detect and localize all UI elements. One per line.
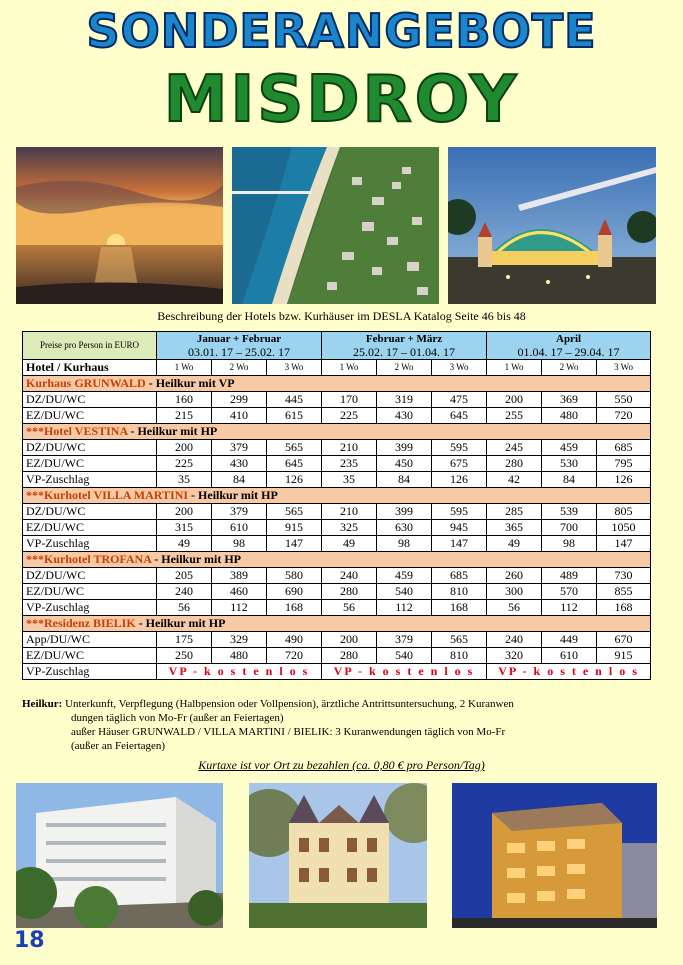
price-row bbox=[23, 568, 651, 584]
notes-line-3: außer Häuser GRUNWALD / VILLA MARTINI / BIELIK: 3 Kuranwendungen täglich von Mo-Fr bbox=[71, 726, 506, 738]
price-cell: 49 bbox=[322, 536, 377, 552]
notes-label: Heilkur: bbox=[22, 698, 63, 710]
price-cell: 235 bbox=[322, 456, 377, 472]
price-cell: 805 bbox=[597, 504, 651, 520]
price-cell: 449 bbox=[542, 632, 597, 648]
section-header-row bbox=[23, 616, 651, 632]
price-cell: 670 bbox=[597, 632, 651, 648]
cure-type: - Heilkur mit VP bbox=[145, 376, 235, 390]
weeks-header: 1 Wo bbox=[322, 360, 377, 376]
row-label: EZ/DU/WC bbox=[23, 648, 157, 664]
price-cell: 430 bbox=[212, 456, 267, 472]
price-cell: 225 bbox=[322, 408, 377, 424]
hotel-grunwald-photo bbox=[16, 783, 223, 928]
price-cell: 540 bbox=[377, 584, 432, 600]
price-cell: 42 bbox=[487, 472, 542, 488]
price-cell: 112 bbox=[212, 600, 267, 616]
row-label: DZ/DU/WC bbox=[23, 440, 157, 456]
price-cell: 595 bbox=[432, 504, 487, 520]
star-rating: *** bbox=[26, 616, 44, 630]
vp-free-note: VP - k o s t e n l o s bbox=[487, 664, 651, 680]
period-2-header bbox=[322, 332, 487, 360]
price-cell: 480 bbox=[212, 648, 267, 664]
row-label: VP-Zuschlag bbox=[23, 536, 157, 552]
cure-type: - Heilkur mit HP bbox=[188, 488, 278, 502]
hotel-name: Hotel VESTINA bbox=[44, 424, 128, 438]
price-cell: 280 bbox=[322, 584, 377, 600]
row-label: DZ/DU/WC bbox=[23, 392, 157, 408]
price-cell: 56 bbox=[157, 600, 212, 616]
price-cell: 84 bbox=[377, 472, 432, 488]
price-cell: 530 bbox=[542, 456, 597, 472]
price-cell: 379 bbox=[212, 440, 267, 456]
price-cell: 300 bbox=[487, 584, 542, 600]
price-body bbox=[23, 376, 651, 664]
price-cell: 56 bbox=[487, 600, 542, 616]
weeks-header: 1 Wo bbox=[157, 360, 212, 376]
price-cell: 480 bbox=[542, 408, 597, 424]
price-cell: 580 bbox=[267, 568, 322, 584]
period-3-dates: 01.04. 17 – 29.04. 17 bbox=[517, 345, 620, 359]
cure-type: - Heilkur mit HP bbox=[151, 552, 242, 566]
weeks-header: 3 Wo bbox=[597, 360, 651, 376]
price-cell: 1050 bbox=[597, 520, 651, 536]
weeks-header: 2 Wo bbox=[542, 360, 597, 376]
weeks-header: 2 Wo bbox=[377, 360, 432, 376]
price-cell: 810 bbox=[432, 648, 487, 664]
price-row bbox=[23, 536, 651, 552]
price-row bbox=[23, 472, 651, 488]
price-cell: 565 bbox=[267, 504, 322, 520]
price-cell: 540 bbox=[377, 648, 432, 664]
price-cell: 245 bbox=[487, 440, 542, 456]
price-note-cell: Preise pro Person in EURO bbox=[23, 332, 157, 360]
price-cell: 379 bbox=[377, 632, 432, 648]
price-cell: 430 bbox=[377, 408, 432, 424]
price-row bbox=[23, 440, 651, 456]
price-cell: 720 bbox=[597, 408, 651, 424]
period-2-dates: 25.02. 17 – 01.04. 17 bbox=[353, 345, 456, 359]
price-cell: 240 bbox=[487, 632, 542, 648]
price-cell: 240 bbox=[157, 584, 212, 600]
period-header-row bbox=[23, 332, 651, 360]
price-row bbox=[23, 520, 651, 536]
period-3-name: April bbox=[556, 333, 582, 345]
vp-free-row bbox=[23, 664, 651, 680]
price-cell: 610 bbox=[542, 648, 597, 664]
price-cell: 200 bbox=[322, 632, 377, 648]
price-cell: 685 bbox=[597, 440, 651, 456]
star-rating: *** bbox=[26, 424, 44, 438]
price-row bbox=[23, 456, 651, 472]
price-cell: 645 bbox=[432, 408, 487, 424]
section-title bbox=[23, 376, 651, 392]
price-cell: 675 bbox=[432, 456, 487, 472]
price-row bbox=[23, 632, 651, 648]
notes-line-4: (außer an Feiertagen) bbox=[71, 740, 166, 752]
price-cell: 915 bbox=[267, 520, 322, 536]
price-cell: 126 bbox=[597, 472, 651, 488]
price-row bbox=[23, 584, 651, 600]
row-label: VP-Zuschlag bbox=[23, 664, 157, 680]
pier-night-photo bbox=[448, 147, 656, 304]
price-cell: 550 bbox=[597, 392, 651, 408]
price-cell: 459 bbox=[377, 568, 432, 584]
notes-line-1: Unterkunft, Verpflegung (Halbpension oder Vollpension), ärztliche Antrittsuntersuchung, 2 Kuranwen bbox=[62, 698, 514, 710]
sunset-photo bbox=[16, 147, 223, 304]
price-cell: 570 bbox=[542, 584, 597, 600]
price-cell: 168 bbox=[432, 600, 487, 616]
heilkur-notes bbox=[22, 697, 662, 753]
price-cell: 126 bbox=[267, 472, 322, 488]
price-cell: 240 bbox=[322, 568, 377, 584]
star-rating: *** bbox=[26, 552, 44, 566]
section-header-row bbox=[23, 552, 651, 568]
price-cell: 610 bbox=[212, 520, 267, 536]
price-cell: 112 bbox=[542, 600, 597, 616]
row-label: App/DU/WC bbox=[23, 632, 157, 648]
price-cell: 56 bbox=[322, 600, 377, 616]
star-rating: *** bbox=[26, 488, 44, 502]
price-cell: 810 bbox=[432, 584, 487, 600]
price-cell: 170 bbox=[322, 392, 377, 408]
price-cell: 410 bbox=[212, 408, 267, 424]
price-cell: 450 bbox=[377, 456, 432, 472]
price-cell: 730 bbox=[597, 568, 651, 584]
vp-free-note: VP - k o s t e n l o s bbox=[322, 664, 487, 680]
price-cell: 319 bbox=[377, 392, 432, 408]
vp-free-note: VP - k o s t e n l o s bbox=[157, 664, 322, 680]
price-cell: 200 bbox=[157, 504, 212, 520]
price-cell: 299 bbox=[212, 392, 267, 408]
price-cell: 175 bbox=[157, 632, 212, 648]
price-cell: 490 bbox=[267, 632, 322, 648]
price-cell: 539 bbox=[542, 504, 597, 520]
section-header-row bbox=[23, 376, 651, 392]
residenz-bielik-photo bbox=[452, 783, 657, 928]
price-cell: 379 bbox=[212, 504, 267, 520]
price-cell: 320 bbox=[487, 648, 542, 664]
row-label: EZ/DU/WC bbox=[23, 456, 157, 472]
price-cell: 565 bbox=[432, 632, 487, 648]
price-cell: 565 bbox=[267, 440, 322, 456]
price-cell: 200 bbox=[157, 440, 212, 456]
period-2-name: Februar + März bbox=[365, 333, 443, 345]
kurtaxe-note: Kurtaxe ist vor Ort zu bezahlen (ca. 0,80 € pro Person/Tag) bbox=[198, 758, 485, 772]
section-header-row bbox=[23, 424, 651, 440]
row-label: VP-Zuschlag bbox=[23, 472, 157, 488]
weeks-header: 1 Wo bbox=[487, 360, 542, 376]
price-cell: 475 bbox=[432, 392, 487, 408]
weeks-header: 2 Wo bbox=[212, 360, 267, 376]
headline-misdroy: MISDROY bbox=[163, 63, 520, 137]
price-cell: 280 bbox=[487, 456, 542, 472]
price-cell: 399 bbox=[377, 440, 432, 456]
row-label: DZ/DU/WC bbox=[23, 568, 157, 584]
price-cell: 147 bbox=[267, 536, 322, 552]
headline-sonderangebote: SONDERANGEBOTE bbox=[86, 4, 597, 58]
price-cell: 389 bbox=[212, 568, 267, 584]
price-cell: 369 bbox=[542, 392, 597, 408]
price-cell: 595 bbox=[432, 440, 487, 456]
price-cell: 795 bbox=[597, 456, 651, 472]
section-title bbox=[23, 424, 651, 440]
price-cell: 98 bbox=[542, 536, 597, 552]
price-row bbox=[23, 600, 651, 616]
price-cell: 168 bbox=[597, 600, 651, 616]
price-cell: 915 bbox=[597, 648, 651, 664]
row-label: EZ/DU/WC bbox=[23, 584, 157, 600]
price-cell: 168 bbox=[267, 600, 322, 616]
period-1-header bbox=[157, 332, 322, 360]
price-cell: 445 bbox=[267, 392, 322, 408]
price-cell: 365 bbox=[487, 520, 542, 536]
price-cell: 459 bbox=[542, 440, 597, 456]
price-cell: 147 bbox=[432, 536, 487, 552]
price-cell: 645 bbox=[267, 456, 322, 472]
price-cell: 255 bbox=[487, 408, 542, 424]
notes-line-2: dungen täglich von Mo-Fr (außer an Feiertagen) bbox=[71, 712, 284, 724]
period-1-dates: 03.01. 17 – 25.02. 17 bbox=[188, 345, 290, 359]
price-cell: 325 bbox=[322, 520, 377, 536]
price-cell: 460 bbox=[212, 584, 267, 600]
price-cell: 225 bbox=[157, 456, 212, 472]
price-cell: 84 bbox=[212, 472, 267, 488]
row-label: DZ/DU/WC bbox=[23, 504, 157, 520]
price-cell: 126 bbox=[432, 472, 487, 488]
price-cell: 489 bbox=[542, 568, 597, 584]
price-row bbox=[23, 392, 651, 408]
price-cell: 329 bbox=[212, 632, 267, 648]
price-cell: 84 bbox=[542, 472, 597, 488]
price-cell: 210 bbox=[322, 440, 377, 456]
price-cell: 280 bbox=[322, 648, 377, 664]
hotel-name: Kurhotel VILLA MARTINI bbox=[44, 488, 189, 502]
price-row bbox=[23, 504, 651, 520]
price-cell: 260 bbox=[487, 568, 542, 584]
price-cell: 630 bbox=[377, 520, 432, 536]
hotel-name: Residenz BIELIK bbox=[44, 616, 136, 630]
price-cell: 210 bbox=[322, 504, 377, 520]
price-cell: 685 bbox=[432, 568, 487, 584]
price-cell: 855 bbox=[597, 584, 651, 600]
price-cell: 160 bbox=[157, 392, 212, 408]
price-cell: 720 bbox=[267, 648, 322, 664]
price-row bbox=[23, 648, 651, 664]
row-label: EZ/DU/WC bbox=[23, 408, 157, 424]
weeks-header-row bbox=[23, 360, 651, 376]
hotel-column-header: Hotel / Kurhaus bbox=[23, 360, 157, 376]
hotel-name: Kurhotel TROFANA bbox=[44, 552, 152, 566]
price-cell: 35 bbox=[322, 472, 377, 488]
price-cell: 200 bbox=[487, 392, 542, 408]
price-cell: 945 bbox=[432, 520, 487, 536]
price-cell: 112 bbox=[377, 600, 432, 616]
section-title bbox=[23, 488, 651, 504]
price-cell: 49 bbox=[487, 536, 542, 552]
section-title bbox=[23, 616, 651, 632]
cure-type: - Heilkur mit HP bbox=[127, 424, 218, 438]
page-number: 18 bbox=[14, 928, 45, 953]
weeks-header: 3 Wo bbox=[267, 360, 322, 376]
section-header-row bbox=[23, 488, 651, 504]
weeks-header: 3 Wo bbox=[432, 360, 487, 376]
price-cell: 250 bbox=[157, 648, 212, 664]
price-cell: 35 bbox=[157, 472, 212, 488]
price-cell: 615 bbox=[267, 408, 322, 424]
cure-type: - Heilkur mit HP bbox=[135, 616, 226, 630]
price-table bbox=[22, 331, 651, 680]
row-label: VP-Zuschlag bbox=[23, 600, 157, 616]
price-cell: 49 bbox=[157, 536, 212, 552]
price-cell: 315 bbox=[157, 520, 212, 536]
hotel-name: Kurhaus GRUNWALD bbox=[26, 376, 146, 390]
aerial-coast-photo bbox=[232, 147, 439, 304]
price-cell: 147 bbox=[597, 536, 651, 552]
price-cell: 700 bbox=[542, 520, 597, 536]
price-cell: 285 bbox=[487, 504, 542, 520]
price-cell: 205 bbox=[157, 568, 212, 584]
price-row bbox=[23, 408, 651, 424]
price-cell: 690 bbox=[267, 584, 322, 600]
section-title bbox=[23, 552, 651, 568]
villa-martini-photo bbox=[249, 783, 427, 928]
row-label: EZ/DU/WC bbox=[23, 520, 157, 536]
price-cell: 98 bbox=[377, 536, 432, 552]
period-3-header bbox=[487, 332, 651, 360]
price-cell: 98 bbox=[212, 536, 267, 552]
period-1-name: Januar + Februar bbox=[196, 333, 282, 345]
price-cell: 399 bbox=[377, 504, 432, 520]
price-cell: 215 bbox=[157, 408, 212, 424]
catalog-caption: Beschreibung der Hotels bzw. Kurhäuser im DESLA Katalog Seite 46 bis 48 bbox=[157, 309, 526, 323]
